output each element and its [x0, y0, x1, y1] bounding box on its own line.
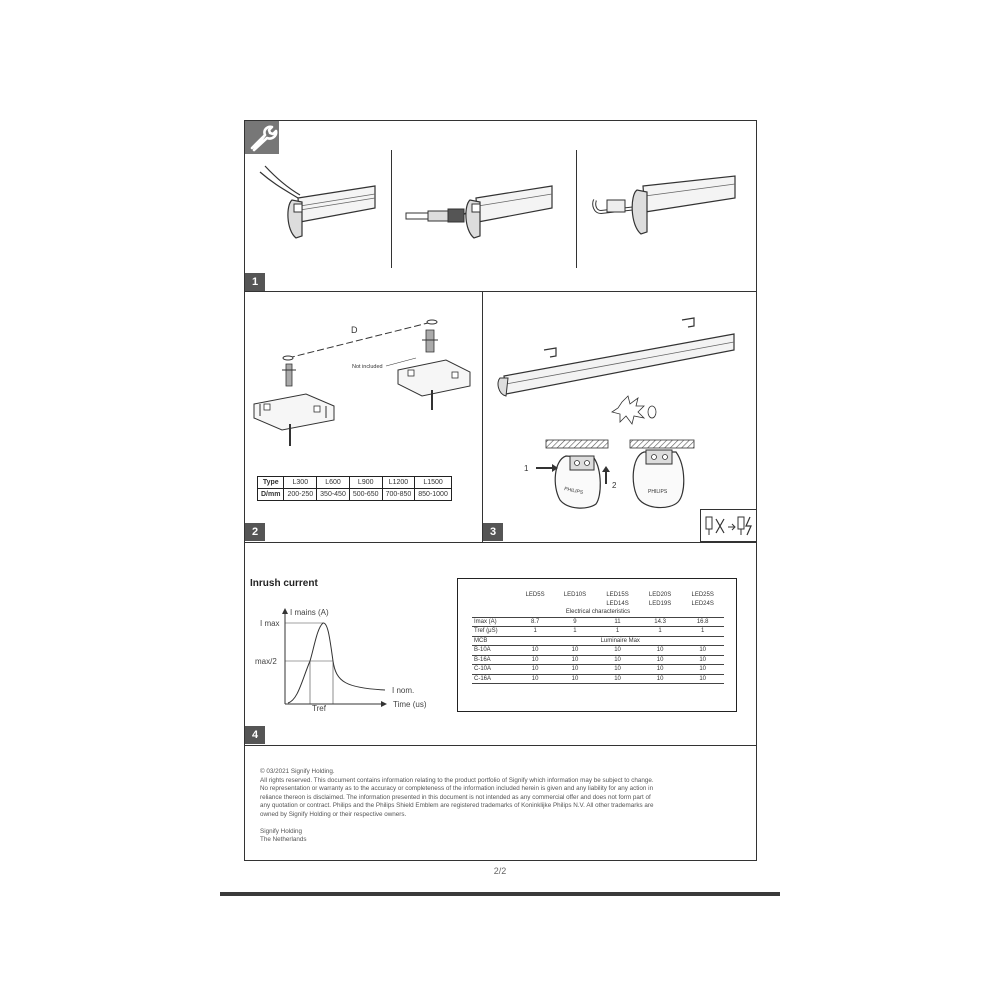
distance-cell: 350-450 — [317, 489, 350, 501]
distance-table — [257, 476, 452, 501]
brand-text-right: PHILIPS — [648, 489, 668, 495]
table-header-cell: LED19S — [648, 600, 672, 607]
safety-symbols-box — [700, 509, 757, 542]
table-header-cell — [472, 600, 517, 609]
company-name: Signify Holding — [260, 827, 303, 835]
panel-2-number: 2 — [245, 523, 265, 541]
step-label-2: 2 — [612, 481, 617, 490]
bottom-rule — [220, 892, 780, 896]
not-included-label: Not included — [352, 364, 383, 370]
mcb-cell: 10 — [596, 674, 639, 684]
distance-cell: 200-250 — [284, 489, 317, 501]
table-header-cell — [554, 600, 597, 609]
mcb-cell: 10 — [639, 655, 682, 665]
divider-step1b — [576, 150, 577, 268]
imax-cell: 16.8 — [681, 617, 724, 627]
mcb-row-label: C-16A — [472, 674, 517, 684]
tref-cell: 1 — [596, 627, 639, 637]
tref-cell: 1 — [681, 627, 724, 637]
type-header: Type — [258, 477, 284, 489]
electrical-table — [472, 591, 724, 684]
mounting-distance-illustration — [246, 300, 480, 450]
mcb-cell: 10 — [554, 646, 597, 656]
company-country: The Netherlands — [260, 836, 307, 844]
electrical-table-box — [457, 578, 737, 712]
mcb-cell: 10 — [639, 665, 682, 675]
mcb-cell: 10 — [681, 674, 724, 684]
tref-cell: 1 — [554, 627, 597, 637]
mcb-cell: 10 — [517, 655, 554, 665]
copyright-text: © 03/2021 Signify Holding. — [260, 768, 335, 775]
table-header-cell: LED24S — [691, 600, 714, 607]
mcb-cell: 10 — [554, 655, 597, 665]
graph-imax-label: I max — [260, 619, 280, 628]
distance-label: D — [351, 325, 358, 335]
table-header-cell: LED25S — [691, 592, 714, 599]
step1-linking-illustration — [585, 160, 750, 245]
mcb-cell: 10 — [596, 665, 639, 675]
mcb-row-label: C-10A — [472, 665, 517, 675]
table-header-cell — [517, 600, 554, 609]
mcb-cell: 10 — [639, 646, 682, 656]
imax-row-label: Imax (A) — [472, 617, 517, 627]
imax-cell: 8.7 — [517, 617, 554, 627]
type-cell: L1500 — [415, 477, 452, 489]
mcb-cell: 10 — [596, 646, 639, 656]
distance-cell: 500-650 — [349, 489, 382, 501]
wrench-icon — [245, 121, 279, 154]
mcb-cell: 10 — [517, 674, 554, 684]
inrush-title: Inrush current — [250, 578, 318, 589]
step1-connector-illustration — [400, 160, 560, 245]
type-cell: L1200 — [382, 477, 415, 489]
table-header-cell: LED15S — [606, 592, 629, 599]
distance-cell: 850-1000 — [415, 489, 452, 501]
imax-cell: 14.3 — [639, 617, 682, 627]
divider-row2 — [244, 542, 757, 543]
mcb-cell: 10 — [554, 674, 597, 684]
page-number: 2/2 — [493, 866, 507, 876]
panel-1-number: 1 — [245, 273, 265, 291]
graph-half-label: max/2 — [255, 657, 277, 666]
graph-y-label: I mains (A) — [290, 608, 329, 617]
distance-header: D/mm — [258, 489, 284, 501]
type-cell: L600 — [317, 477, 350, 489]
mcb-row-label: B-10A — [472, 646, 517, 656]
clip-in-illustration — [484, 300, 756, 522]
graph-tref-label: Tref — [312, 704, 326, 713]
table-header-cell: LED20S — [648, 592, 672, 599]
table-header-cell: LED10S — [563, 592, 587, 599]
panel-3-number: 3 — [483, 523, 503, 541]
mcb-cell: 10 — [517, 646, 554, 656]
mcb-row-label: B-16A — [472, 655, 517, 665]
graph-x-label: Time (us) — [393, 700, 427, 709]
disclaimer-line: owned by Signify Holding or their respective owners. — [260, 810, 407, 818]
imax-cell: 9 — [554, 617, 597, 627]
section-luminaire-max: Luminaire Max — [517, 636, 724, 646]
mcb-cell: 10 — [681, 646, 724, 656]
divider-row3 — [244, 745, 757, 746]
type-cell: L300 — [284, 477, 317, 489]
disclaimer-line: any quotation or contract. Philips and the Philips Shield Emblem are registered trademarks of Koninklijke Philips N.V. All other trademarks are — [260, 802, 654, 810]
legal-footer — [260, 768, 750, 845]
table-header-cell: LED5S — [525, 592, 545, 599]
imax-cell: 11 — [596, 617, 639, 627]
disclaimer-line: reliance thereon is disclaimed. The information presented in this document is not intended as any commercial offer and does not form part of — [260, 793, 651, 801]
step1-wiring-illustration — [250, 160, 385, 245]
divider-panel2-3 — [482, 291, 483, 542]
tref-cell: 1 — [517, 627, 554, 637]
divider-row1 — [244, 291, 757, 292]
table-header-cell — [472, 591, 517, 600]
section-electrical-characteristics: Electrical characteristics — [472, 608, 724, 617]
divider-step1a — [391, 150, 392, 268]
type-cell: L900 — [349, 477, 382, 489]
step-label-1: 1 — [524, 464, 529, 473]
panel-4-number: 4 — [245, 726, 265, 744]
disclaimer-line: No representation or warranty as to the accuracy or completeness of the information included herein is given and any liability for any action in — [260, 785, 654, 793]
mcb-cell: 10 — [681, 665, 724, 675]
mcb-label: MCB — [472, 636, 517, 646]
mcb-cell: 10 — [517, 665, 554, 675]
mcb-cell: 10 — [639, 674, 682, 684]
table-header-cell: LED14S — [606, 600, 629, 607]
distance-cell: 700-850 — [382, 489, 415, 501]
tref-row-label: Tref (μS) — [472, 627, 517, 637]
inrush-current-graph — [250, 600, 450, 720]
mcb-cell: 10 — [596, 655, 639, 665]
disclaimer-line: All rights reserved. This document contains information relating to the product portfolio of Signify which information may be subject to change. — [260, 776, 654, 784]
graph-inom-label: I nom. — [392, 686, 415, 695]
mcb-cell: 10 — [554, 665, 597, 675]
brand-text-left: PHILIPS — [563, 486, 584, 496]
mcb-cell: 10 — [681, 655, 724, 665]
tref-cell: 1 — [639, 627, 682, 637]
